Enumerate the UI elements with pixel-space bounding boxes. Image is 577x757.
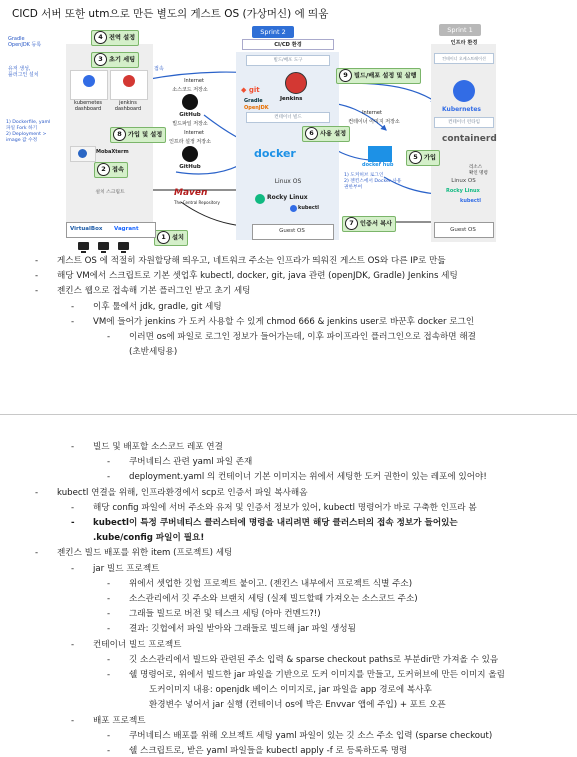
bullet-marker: - [35, 548, 39, 559]
step-3-initial-setup [91, 52, 139, 68]
bullet-item [107, 654, 499, 666]
maven-sub-label: The Central Repository [174, 200, 220, 205]
step-label: 가입 [424, 154, 436, 162]
mac-pc-icon [98, 242, 109, 250]
step-7-cert-copy [342, 216, 396, 232]
bullet-item [71, 441, 223, 453]
gradle-label: Gradle [244, 98, 263, 104]
step-num: 5 [409, 151, 422, 164]
bullet-item [71, 563, 160, 575]
docker-label: docker [254, 147, 296, 160]
bullet-marker: - [35, 271, 39, 282]
step-num: 2 [97, 163, 110, 176]
resource-check-note: 리소스 확인 명령 [469, 165, 488, 176]
bullet-marker: - [107, 624, 111, 635]
step-num: 9 [339, 69, 352, 82]
bullet-marker: - [107, 457, 111, 468]
bullet-marker: - [71, 316, 75, 327]
jenkins-dashboard-card [110, 70, 148, 100]
bullet-marker: - [107, 654, 111, 665]
step-1-install [154, 230, 188, 246]
dockerhub-icon [368, 146, 392, 162]
bullet-text: 그래들 빌드로 버전 및 테스크 세팅 (아마 컨멘드?!) [129, 609, 321, 620]
bullet-item [35, 255, 446, 267]
bullet-text: VM에 들어가 jenkins 가 도커 사용할 수 있게 chmod 666 & jenkins user로 바꾼후 docker 로그인 [93, 316, 475, 327]
bullet-text: 도커이미지 내용: openjdk 베이스 이미지로, jar 파일을 app 경로에 복사후 [149, 685, 432, 696]
kubectl-right-label: kubectl [460, 198, 481, 204]
bullet-item [107, 608, 321, 620]
kubectl-center-label: kubectl [298, 205, 319, 211]
linux-os-center: Linux OS [274, 178, 302, 185]
mobaxterm-label: MobaXterm [96, 149, 129, 155]
bullet-marker: - [107, 730, 111, 741]
step-num: 6 [305, 127, 318, 140]
bullet-item [35, 270, 458, 282]
bullet-item [107, 331, 476, 343]
container-orchestration-pill: 컨테이너 오케스트레이션 [434, 53, 494, 64]
container-image-repo-label: 컨테이너 이미지 저장소 [348, 119, 400, 125]
bullet-marker: - [71, 301, 75, 312]
step-label: 빌드/배포 설정 및 실행 [354, 72, 417, 80]
bullet-text: 깃 소스관리에서 빌드와 관련된 주소 입력 & sparse checkout paths로 부분dir만 가져올 수 있음 [129, 654, 499, 665]
step-6-usage-settings [302, 126, 350, 142]
section-divider [0, 414, 577, 415]
bullet-item [71, 639, 182, 651]
bullet-marker: - [71, 502, 75, 513]
bullet-item [71, 316, 475, 328]
rocky-linux-icon [255, 194, 265, 204]
bullet-text: 젠킨스 웹으로 접속해 기본 플러그인 받고 초기 세팅 [57, 286, 251, 297]
jenkins-icon [123, 75, 135, 87]
step-label: 접속 [112, 166, 124, 174]
user-plugin-note: 유저 생성, 플러그인 설치 [8, 66, 39, 78]
build-deploy-tool-pill: 빌드/배포 도구 [246, 55, 330, 66]
bullet-text: 젠킨스 빌드 배포를 위한 item (프로젝트) 세팅 [57, 548, 233, 559]
bullet-text: kubectl이 특정 쿠버네티스 클러스터에 명령을 내리려면 해당 클러스터의 접속 정보가 들어있는 [93, 518, 458, 528]
bullet-text: .kube/config 파일이 필요! [93, 533, 205, 544]
bullet-text: 환경변수 넣어서 jar 실행 (컨테이너 os에 박은 Envvar 앱에 주입) + 포트 오픈 [149, 700, 446, 711]
internet1-label: Internet [184, 78, 204, 84]
step-num: 7 [345, 217, 358, 230]
bullet-text: 쿠버네티스 관련 yaml 파일 존재 [129, 457, 253, 468]
bullet-item [71, 715, 146, 727]
mobaxterm-icon [70, 146, 96, 162]
bullet-text: 해당 config 파일에 서버 주소와 유저 및 인증서 정보가 있어, kubectl 명령어가 바로 구축한 인프라 봄 [93, 502, 477, 513]
bullet-text: 이러면 os에 파일로 로그인 정보가 들어가는데, 이후 파이프라인 플러그인으로 접속하면 해결 [129, 332, 476, 342]
gradle-openjdk-note: Gradle OpenJDK 등록 [8, 36, 42, 48]
github2-label: GitHub [179, 164, 201, 170]
github2-icon [182, 146, 198, 162]
bullet-marker: - [35, 256, 39, 266]
step-num: 8 [113, 128, 126, 141]
bullet-item [71, 517, 458, 529]
bullet-marker: - [107, 332, 111, 342]
github-icon [182, 94, 198, 110]
github1-label: GitHub [179, 112, 201, 118]
bullet-text: 게스트 OS 에 적절히 자원할당해 띄우고, 네트워크 주소는 인프라가 띄워진 게스트 OS와 다른 IP로 만듦 [57, 256, 446, 266]
step-2-connect [94, 162, 128, 178]
bullet-item [107, 578, 413, 590]
step-label: 사용 설정 [320, 130, 347, 138]
docker-login-note: 1) 도커허브 로그인 2) 젠킨스에서 Docker 사용 권한부여 [344, 173, 402, 190]
git-label: git [248, 86, 260, 94]
access-note: 접속 [154, 66, 164, 72]
bullet-item [107, 593, 418, 605]
bullet-item [35, 547, 233, 559]
config-repo-label: 인프라 설정 저장소 [169, 139, 211, 145]
virtualbox-label: VirtualBox [70, 226, 103, 232]
step-num: 3 [94, 53, 107, 66]
cicd-env-header: CI/CD 환경 [242, 39, 334, 50]
bullet-marker: - [71, 715, 75, 726]
bullet-item [129, 346, 177, 358]
bullet-item [149, 699, 446, 711]
step-num: 4 [94, 31, 107, 44]
vagrant-label: Vagrant [114, 226, 139, 232]
bullet-text: (초반세팅용) [129, 347, 178, 358]
sprint2-badge: Sprint 2 [252, 26, 294, 38]
bullet-marker: - [71, 442, 75, 452]
bullet-text: kubectl 연결을 위해, 인프라환경에서 scp로 인증서 파일 복사해옴 [57, 487, 308, 498]
bullet-marker: - [35, 286, 39, 297]
bullet-text: 이후 툴에서 jdk, gradle, git 세팅 [93, 301, 222, 312]
kube-dash-label: kubernetes dashboard [73, 100, 102, 112]
rocky-linux-label: Rocky Linux [267, 194, 308, 201]
bullet-marker: - [107, 746, 111, 756]
bullet-marker: - [71, 518, 75, 528]
linux-pc-icon [118, 242, 129, 250]
bullet-item [35, 285, 251, 297]
step-label: 초기 세팅 [109, 56, 136, 64]
jenkins-label: Jenkins [280, 96, 303, 102]
bullet-text: 컨테이너 빌드 프로젝트 [93, 639, 182, 650]
guest-os-right-label: Guest OS [450, 227, 476, 233]
bullet-item [107, 730, 493, 742]
bullet-item [107, 456, 253, 468]
bullet-item [35, 487, 308, 499]
sprint1-badge: Sprint 1 [439, 24, 481, 36]
linux-os-right: Linux OS [451, 178, 476, 184]
terminal-icon [78, 149, 87, 158]
dockerhub-label: docker hub [362, 162, 394, 168]
infra-env-header: 인프라 환경 [450, 40, 478, 46]
bullet-marker: - [35, 487, 39, 498]
build-repo-label: 빌드파일 저장소 [172, 121, 208, 127]
internet2-label: Internet [184, 130, 204, 136]
step-4-global-settings [91, 30, 139, 46]
step-label: 설치 [172, 234, 184, 242]
setup-script-label: 설치 스크립트 [95, 190, 125, 195]
container-build-pill: 컨테이너 빌드 [246, 112, 330, 123]
kubernetes-icon [83, 75, 95, 87]
kubernetes-dashboard-card [70, 70, 108, 100]
bullet-marker: - [71, 563, 75, 574]
bullet-text: 위에서 셋업한 깃헙 프로젝트 붙이고. (젠킨스 내부에서 프로젝트 식별 주소) [129, 578, 413, 589]
step-num: 1 [157, 231, 170, 244]
container-runtime-pill: 컨테이너 런타임 [434, 117, 494, 128]
kubernetes-label: Kubernetes [442, 106, 481, 113]
internet3-label: Internet [362, 110, 382, 116]
bullet-text: 쉘 스크립트로, 받은 yaml 파일들을 kubectl apply -f 로 등록하도록 명령 [129, 746, 408, 756]
bullet-text: 소스관리에서 깃 주소와 브랜치 세팅 (실제 빌드할때 가져오는 소스코드 주소) [129, 594, 418, 604]
containerd-label: containerd [442, 134, 497, 144]
bullet-text: 해당 VM에서 스크립트로 기본 셋업후 kubectl, docker, git, java 관련 (openJDK, Gradle) Jenkins 세팅 [57, 271, 458, 282]
jenkins-logo-icon [285, 72, 307, 94]
bullet-marker: - [107, 609, 111, 620]
bullet-item [107, 623, 356, 635]
jenkins-dash-label: jenkins dashboard [114, 100, 142, 112]
bullet-item [107, 745, 408, 757]
kubectl-icon [290, 205, 297, 212]
step-label: 전역 설정 [109, 34, 136, 42]
bullet-marker: - [107, 578, 111, 589]
bullet-text: 빌드 및 배포할 소스코드 레포 연결 [93, 442, 223, 452]
openjdk-label: OpenJDK [244, 105, 269, 111]
kubernetes-logo-icon [453, 80, 475, 102]
bullet-item [107, 669, 505, 681]
bullet-item [107, 471, 487, 483]
bullet-text: 결과: 깃헙에서 파일 받아와 그래들로 빌드해 jar 파일 생성됨 [129, 624, 356, 635]
step-9-build-deploy [336, 68, 421, 84]
bullet-marker: - [107, 594, 111, 604]
bullet-marker: - [107, 670, 111, 680]
bullet-item [93, 532, 204, 544]
page-title: CICD 서버 또한 utm으로 만든 별도의 게스트 OS (가상머신) 에 띄움 [12, 8, 329, 20]
maven-label: Maven [174, 188, 208, 198]
rocky-right-label: Rocky Linux [446, 188, 480, 194]
bullet-text: jar 빌드 프로젝트 [93, 563, 160, 574]
architecture-diagram [6, 22, 496, 244]
bullet-text: 배포 프로젝트 [93, 715, 146, 726]
bullet-text: 쿠버네티스 배포를 위해 오브젝트 세팅 yaml 파일이 있는 깃 소스 주소 입력 (sparse checkout) [129, 730, 493, 741]
dockerfile-note: 1) Dockerfile, yaml 파일 Fork 하기 2) Deployment > image 값 수정 [6, 120, 51, 143]
step-label: 가입 및 설정 [128, 131, 163, 139]
windows-pc-icon [78, 242, 89, 250]
bullet-text: 쉘 명령어로, 위에서 빌드한 jar 파일을 기반으로 도커 이미지를 만들고, 도커허브에 만든 이미지 올림 [129, 670, 505, 680]
bullet-item [71, 502, 477, 514]
step-8-signup-settings [110, 127, 166, 143]
source-repo-label: 소스코드 저장소 [172, 87, 208, 93]
bullet-item [149, 684, 432, 696]
bullet-marker: - [107, 472, 111, 483]
bullet-item [71, 301, 222, 313]
step-label: 인증서 복사 [360, 220, 393, 228]
git-logo: ◆ git [241, 86, 260, 94]
bullet-text: deployment.yaml 의 컨테이너 기본 이미지는 위에서 세팅한 도커 권한이 있는 레포에 있어야! [129, 472, 487, 483]
guest-os-center-label: Guest OS [279, 228, 305, 234]
step-5-signup [406, 150, 440, 166]
bullet-marker: - [71, 639, 75, 650]
